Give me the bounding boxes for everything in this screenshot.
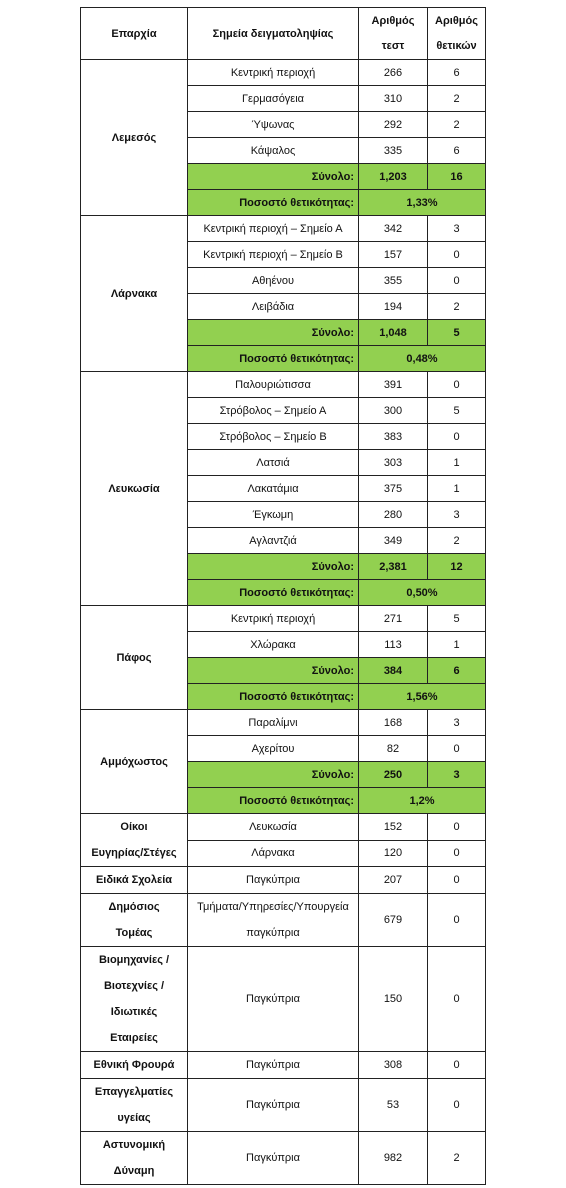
sampling-point: Γερμασόγεια (188, 86, 359, 112)
positives-count: 2 (428, 294, 486, 320)
category-name-line: Εταιρείες (110, 1032, 158, 1044)
category-name-line: Δημόσιος (108, 901, 160, 913)
header-positives-line2: θετικών (436, 39, 477, 52)
sampling-point: Στρόβολος – Σημείο Α (188, 398, 359, 424)
positives-count: 0 (428, 268, 486, 294)
total-tests: 250 (359, 762, 428, 788)
category-name-line: Βιομηχανίες / (98, 954, 170, 966)
total-tests: 1,203 (359, 164, 428, 190)
sampling-point: Αθηένου (188, 268, 359, 294)
tests-count: 335 (359, 138, 428, 164)
sampling-point: Κεντρική περιοχή (188, 606, 359, 632)
positivity-rate: 0,48% (359, 346, 486, 372)
table-row (81, 814, 486, 841)
tests-count: 679 (359, 894, 428, 947)
sampling-point: Λάρνακα (188, 840, 359, 867)
district-name: Λευκωσία (81, 372, 188, 606)
category-name (81, 894, 188, 947)
positives-count: 2 (428, 1132, 486, 1185)
total-label: Σύνολο: (188, 320, 359, 346)
table-row (81, 947, 486, 1052)
category-name-line: υγείας (117, 1112, 151, 1124)
positives-count: 1 (428, 476, 486, 502)
tests-count: 308 (359, 1052, 428, 1079)
positivity-rate: 1,33% (359, 190, 486, 216)
positives-count: 2 (428, 112, 486, 138)
sampling-point: Παγκύπρια (188, 1079, 359, 1132)
sampling-point: Αχερίτου (188, 736, 359, 762)
table-body (81, 60, 486, 1185)
total-label: Σύνολο: (188, 554, 359, 580)
tests-count: 982 (359, 1132, 428, 1185)
district-name: Λεμεσός (81, 60, 188, 216)
header-tests-line2: τεστ (381, 39, 405, 52)
tests-count: 280 (359, 502, 428, 528)
header-tests (359, 8, 428, 60)
positives-count: 6 (428, 60, 486, 86)
positivity-label: Ποσοστό θετικότητας: (188, 788, 359, 814)
category-name-line: Οίκοι (120, 821, 148, 833)
category-name (81, 1052, 188, 1079)
positivity-label: Ποσοστό θετικότητας: (188, 580, 359, 606)
tests-count: 300 (359, 398, 428, 424)
sampling-point: Στρόβολος – Σημείο Β (188, 424, 359, 450)
category-name-line: Τομέας (115, 927, 153, 939)
positives-count: 0 (428, 894, 486, 947)
table-row (81, 60, 486, 86)
tests-count: 375 (359, 476, 428, 502)
positives-count: 0 (428, 372, 486, 398)
tests-count: 168 (359, 710, 428, 736)
table-row (81, 867, 486, 894)
category-name-line: Ειδικά Σχολεία (95, 874, 173, 886)
positives-count: 1 (428, 632, 486, 658)
tests-count: 194 (359, 294, 428, 320)
positives-count: 0 (428, 947, 486, 1052)
sampling-point: Έγκωμη (188, 502, 359, 528)
tests-count: 303 (359, 450, 428, 476)
category-name-line: Δύναμη (113, 1165, 155, 1177)
header-row (81, 8, 486, 60)
sampling-point: Αγλαντζιά (188, 528, 359, 554)
tests-count: 53 (359, 1079, 428, 1132)
positivity-label: Ποσοστό θετικότητας: (188, 346, 359, 372)
sampling-point: Παγκύπρια (188, 947, 359, 1052)
sampling-point: Παγκύπρια (188, 867, 359, 894)
tests-count: 266 (359, 60, 428, 86)
sampling-point: Παλουριώτισσα (188, 372, 359, 398)
positivity-label: Ποσοστό θετικότητας: (188, 190, 359, 216)
tests-count: 150 (359, 947, 428, 1052)
district-name: Αμμόχωστος (81, 710, 188, 814)
positives-count: 3 (428, 216, 486, 242)
category-name (81, 814, 188, 867)
positives-count: 5 (428, 398, 486, 424)
tests-count: 152 (359, 814, 428, 841)
sampling-point: Κεντρική περιοχή – Σημείο Β (188, 242, 359, 268)
total-label: Σύνολο: (188, 658, 359, 684)
tests-count: 271 (359, 606, 428, 632)
positives-count: 0 (428, 242, 486, 268)
sampling-point: Χλώρακα (188, 632, 359, 658)
category-name-line: Ευγηρίας/Στέγες (91, 847, 177, 859)
tests-count: 207 (359, 867, 428, 894)
table-row (81, 1132, 486, 1185)
district-name: Λάρνακα (81, 216, 188, 372)
header-positives-line1: Αριθμός (435, 14, 478, 27)
positives-count: 0 (428, 814, 486, 841)
tests-count: 292 (359, 112, 428, 138)
sampling-point: Λειβάδια (188, 294, 359, 320)
category-name-line: Ιδιωτικές (110, 1006, 158, 1018)
total-label: Σύνολο: (188, 762, 359, 788)
sampling-point-line: Τμήματα/Υπηρεσίες/Υπουργεία (197, 901, 349, 913)
table-row (81, 216, 486, 242)
positives-count: 0 (428, 1052, 486, 1079)
tests-count: 120 (359, 840, 428, 867)
tests-count: 113 (359, 632, 428, 658)
total-positives: 6 (428, 658, 486, 684)
header-positives (428, 8, 486, 60)
category-name (81, 1079, 188, 1132)
positivity-label: Ποσοστό θετικότητας: (188, 684, 359, 710)
category-name (81, 947, 188, 1052)
table-row (81, 372, 486, 398)
positives-count: 2 (428, 528, 486, 554)
positives-count: 0 (428, 424, 486, 450)
positives-count: 0 (428, 736, 486, 762)
header-tests-line1: Αριθμός (371, 14, 415, 27)
tests-count: 342 (359, 216, 428, 242)
district-name: Πάφος (81, 606, 188, 710)
sampling-point: Λευκωσία (188, 814, 359, 841)
category-name (81, 867, 188, 894)
sampling-point: Κεντρική περιοχή (188, 60, 359, 86)
positives-count: 0 (428, 840, 486, 867)
positives-count: 0 (428, 1079, 486, 1132)
tests-count: 355 (359, 268, 428, 294)
positives-count: 5 (428, 606, 486, 632)
testing-results-table (80, 7, 486, 1185)
category-name-line: Επαγγελματίες (94, 1086, 174, 1098)
total-positives: 5 (428, 320, 486, 346)
total-positives: 3 (428, 762, 486, 788)
table-row (81, 710, 486, 736)
tests-count: 157 (359, 242, 428, 268)
tests-count: 349 (359, 528, 428, 554)
total-label: Σύνολο: (188, 164, 359, 190)
total-tests: 384 (359, 658, 428, 684)
positives-count: 6 (428, 138, 486, 164)
sampling-point: Κεντρική περιοχή – Σημείο Α (188, 216, 359, 242)
positivity-rate: 1,56% (359, 684, 486, 710)
table-row (81, 606, 486, 632)
total-tests: 2,381 (359, 554, 428, 580)
sampling-point: Κάψαλος (188, 138, 359, 164)
total-tests: 1,048 (359, 320, 428, 346)
category-name-line: Εθνική Φρουρά (93, 1059, 175, 1071)
tests-count: 383 (359, 424, 428, 450)
table-row (81, 1052, 486, 1079)
positivity-rate: 0,50% (359, 580, 486, 606)
positives-count: 0 (428, 867, 486, 894)
positives-count: 2 (428, 86, 486, 112)
category-name-line: Αστυνομική (102, 1139, 166, 1151)
positivity-rate: 1,2% (359, 788, 486, 814)
header-sampling-points: Σημεία δειγματοληψίας (188, 8, 359, 60)
sampling-point: Παγκύπρια (188, 1132, 359, 1185)
sampling-point-line: παγκύπρια (246, 927, 300, 939)
tests-count: 391 (359, 372, 428, 398)
total-positives: 12 (428, 554, 486, 580)
sampling-point: Λατσιά (188, 450, 359, 476)
sampling-point (188, 894, 359, 947)
category-name (81, 1132, 188, 1185)
tests-count: 310 (359, 86, 428, 112)
positives-count: 3 (428, 710, 486, 736)
header-district: Επαρχία (81, 8, 188, 60)
positives-count: 1 (428, 450, 486, 476)
sampling-point: Ύψωνας (188, 112, 359, 138)
total-positives: 16 (428, 164, 486, 190)
table-row (81, 1079, 486, 1132)
tests-count: 82 (359, 736, 428, 762)
sampling-point: Παραλίμνι (188, 710, 359, 736)
sampling-point: Παγκύπρια (188, 1052, 359, 1079)
table-row (81, 894, 486, 947)
sampling-point: Λακατάμια (188, 476, 359, 502)
positives-count: 3 (428, 502, 486, 528)
category-name-line: Βιοτεχνίες / (103, 980, 165, 992)
